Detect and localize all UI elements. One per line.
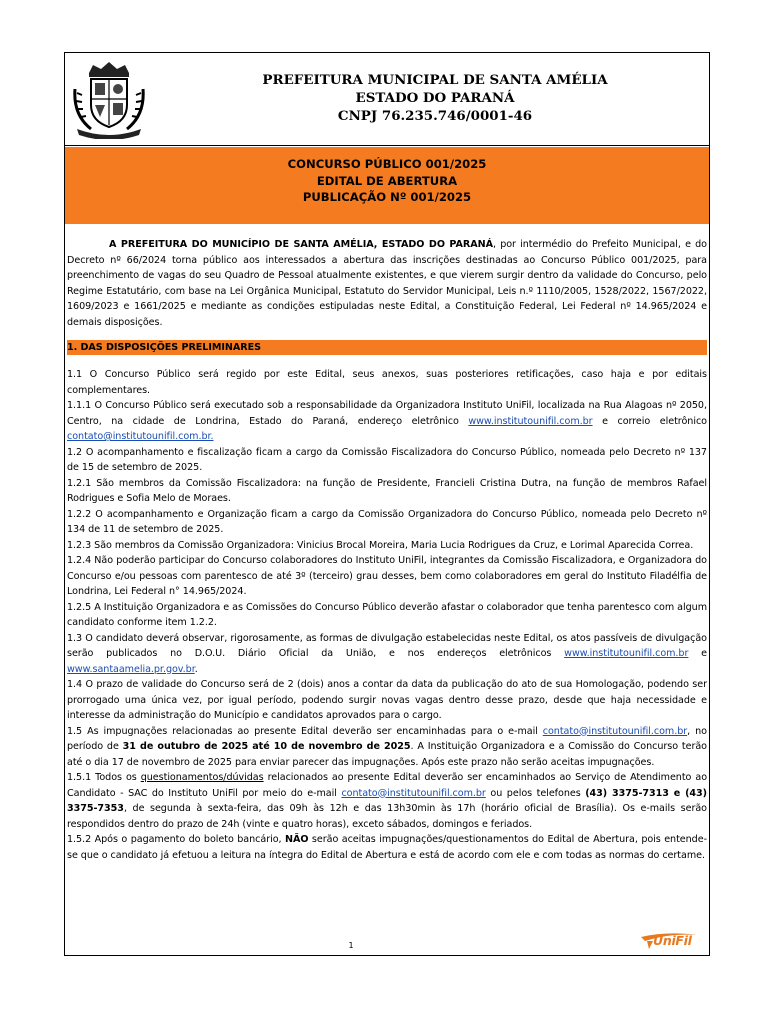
clause-text: 1.3 O candidato deverá observar, rigorosamente, as formas de divulgação estabelecidas neste Edital, os atos passíveis de divulgação serão publicados no D.O.U. Diário Oficial da União, e nos endereços eletrônicos [67,632,707,659]
clause-text: ou pelos telefones [485,787,586,799]
header-title-block [225,71,645,125]
banner-contest-title: CONCURSO PÚBLICO 001/2025 [287,157,487,171]
header-divider [65,145,709,146]
logo-text: UniFil [653,933,692,948]
municipality-name: PREFEITURA MUNICIPAL DE SANTA AMÉLIA [262,72,608,88]
underlined-term: questionamentos/dúvidas [140,772,264,783]
negation-emphasis: NÃO [285,834,309,845]
clause-text: e correio eletrônico [592,415,707,427]
clause-text: 1.1.1 O Concurso Público será executado sob a responsabilidade da Organizadora Instituto UniFil, localizada na Rua Alagoas nº 2050, Centro, na cidade de Londrina, Estado do Paraná, endereço eletrônico [67,400,707,427]
clause-text: serão aceitas impugnações/questionamentos do Edital de Abertura, pois entende-se que o candidato já efetuou a leitura na íntegra do Edital de Abertura e está de acordo com ele e com todas as normas do certame. [67,834,707,861]
document-header [65,53,709,143]
clause-1-2-3: 1.2.3 São membros da Comissão Organizadora: Vinicius Brocal Moreira, Maria Lucia Rodrigues da Cruz, e Lorimal Aparecida Correa. [67,539,694,551]
clause-1-2-1: 1.2.1 São membros da Comissão Fiscalizadora: na função de Presidente, Francieli Cristina Dutra, na função de membros Rafael Rodrigues e Sofia Melo de Moraes. [67,477,707,504]
municipality-website-link[interactable]: www.santaamelia.pr.gov.br [67,663,195,675]
clause-1-4: 1.4 O prazo de validade do Concurso será de 2 (dois) anos a contar da data da publicação do ato de sua Homologação, podendo ser prorrogado uma única vez, por igual período, podendo surgir novas vagas dentro desse prazo, desde que haja necessidade e interesse da administração do Município e candidatos aprovados para o cargo. [67,679,707,721]
document-body [67,237,707,863]
clause-1-3 [67,631,707,678]
clause-1-2-5: 1.2.5 A Instituição Organizadora e as Comissões do Concurso Público deverão afastar o colaborador que tenha parentesco com algum candidato conforme item 1.2.2. [67,601,707,628]
document-page [64,52,710,956]
cnpj: CNPJ 76.235.746/0001-46 [337,108,533,124]
clause-text: 1.5 As impugnações relacionadas ao presente Edital deverão ser encaminhadas para o e-mail [67,725,543,737]
clause-text: relacionados ao presente Edital deverão ser encaminhados ao Serviço de Atendimento ao Candidato - SAC do Instituto UniFil por meio do e-mail [67,772,708,799]
clause-text: e [688,648,707,659]
clause-1-1-1 [67,398,707,445]
period-dates: 31 de outubro de 2025 até 10 de novembro de 2025 [122,741,411,752]
clause-1-1: 1.1 O Concurso Público será regido por este Edital, seus anexos, suas posteriores retificações, caso haja e por editais complementares. [67,369,707,396]
clause-1-5-1 [67,770,707,832]
clause-1-2: 1.2 O acompanhamento e fiscalização ficam a cargo da Comissão Fiscalizadora do Concurso Público, nomeada pelo Decreto nº 137 de 15 de setembro de 2025. [67,446,707,473]
website-link[interactable]: www.institutounifil.com.br [468,415,593,427]
intro-text: , por intermédio do Prefeito Municipal, e do Decreto nº 66/2024 torna público aos interessados a abertura das inscrições destinadas ao Concurso Público 001/2025, para preenchimento de vagas do seu Quadro de Pessoal atualmente existentes, e que vierem surgir dentro da validade do Concurso, pelo Regime Estatutário, com base na Lei Orgânica Municipal, Estatuto do Servidor Municipal, Leis n.º 1110/2005, 1528/2022, 1567/2022, 1609/2023 e 1661/2025 e mediante as condições estipuladas neste Edital, a Constituição Federal, Lei Federal nº 14.965/2024 e demais disposições. [67,239,707,328]
website-link[interactable]: www.institutounifil.com.br [564,648,689,659]
clause-1-5 [67,724,707,771]
clause-text: . A Instituição Organizadora e a Comissão do Concurso terão até o dia 17 de novembro de 2025 para enviar parecer das impugnações. Após este prazo não serão aceitas impugnações. [67,741,707,768]
clause-text: . [194,663,198,675]
phone-numbers: (43) 3375-7313 e (43) 3375-7353 [67,787,707,814]
clause-1-2-2: 1.2.2 O acompanhamento e Organização ficam a cargo da Comissão Organizadora do Concurso Público, nomeada pelo Decreto nº 134 de 11 de setembro de 2025. [67,508,707,535]
clause-text: , de segunda à sexta-feira, das 09h às 12h e das 13h30min às 17h (horário oficial de Brasília). Os e-mails serão respondidos dentro do prazo de 24h (vinte e quatro horas), exceto sábados, domingos e feriados. [67,803,707,830]
banner-publication-number: PUBLICAÇÃO Nº 001/2025 [302,190,472,204]
clause-text: , no período de [67,725,707,752]
clause-1-2-4: 1.2.4 Não poderão participar do Concurso colaboradores do Instituto UniFil, integrantes da Comissão Fiscalizadora, e Organizadora do Concurso e/ou pessoas com parentesco de até 3º (terceiro) grau desses, bem como colaboradores em geral do Instituto Filadélfia de Londrina, Lei Federal n° 14.965/2024. [67,555,707,597]
email-link[interactable]: contato@institutounifil.com.br. [67,431,214,442]
page-number: 1 [348,941,354,950]
banner-edital-type: EDITAL DE ABERTURA [316,173,458,188]
coat-of-arms-icon [71,59,147,139]
clause-text: 1.5.1 Todos os [67,772,141,783]
edital-banner [65,147,709,224]
email-link[interactable]: contato@institutounifil.com.br [341,787,486,799]
intro-bold: A PREFEITURA DO MUNICÍPIO DE SANTA AMÉLIA, ESTADO DO PARANÁ [109,239,493,250]
unifil-logo [637,929,707,953]
state-name: ESTADO DO PARANÁ [355,90,515,106]
section-heading: 1. DAS DISPOSIÇÕES PRELIMINARES [67,340,707,355]
clause-1-5-2 [67,832,707,863]
email-link[interactable]: contato@institutounifil.com.br [542,725,688,737]
clause-text: 1.5.2 Após o pagamento do boleto bancário, [67,834,285,845]
intro-paragraph [67,237,707,330]
